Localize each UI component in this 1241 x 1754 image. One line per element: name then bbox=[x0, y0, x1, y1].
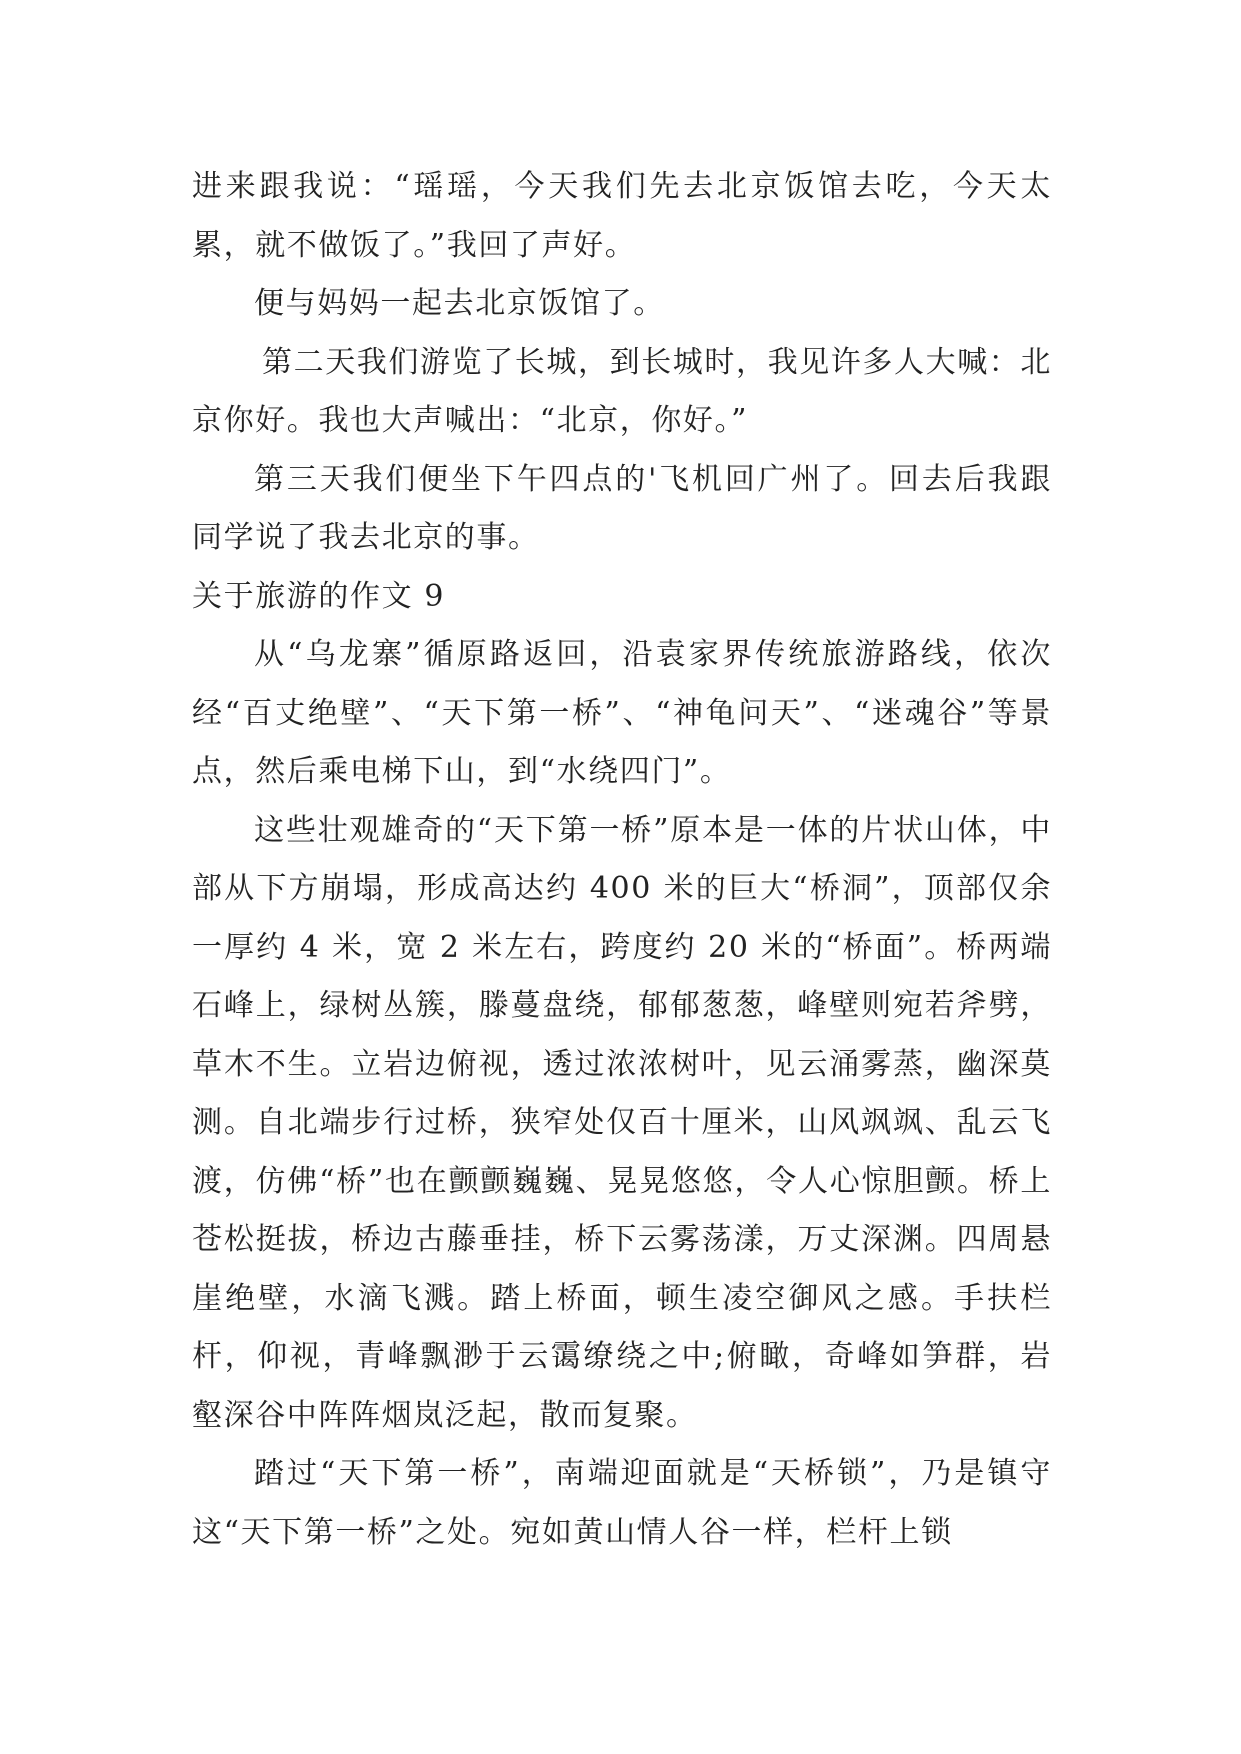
paragraph-go-to-restaurant: 便与妈妈一起去北京饭馆了。 bbox=[254, 286, 665, 321]
paragraph-bridge-lock: 踏过“天下第一桥”，南端迎面就是“天桥锁”，乃是镇守这“天下第一桥”之处。宛如黄山情人谷一样，栏杆上锁 bbox=[192, 1456, 1052, 1550]
paragraph-great-wall: 第二天我们游览了长城，到长城时，我见许多人大喊：北京你好。我也大声喊出：“北京，你好。” bbox=[192, 344, 1052, 438]
paragraph-route: 从“乌龙寨”循原路返回，沿袁家界传统旅游路线，依次经“百丈绝壁”、“天下第一桥”、“神龟问天”、“迷魂谷”等景点，然后乘电梯下山，到“水绕四门”。 bbox=[192, 637, 1052, 789]
paragraph-return-guangzhou: 第三天我们便坐下午四点的'飞机回广州了。回去后我跟同学说了我去北京的事。 bbox=[192, 461, 1052, 555]
section-title: 关于旅游的作文 9 bbox=[192, 578, 446, 614]
document-body bbox=[192, 158, 1052, 1562]
paragraph-first-bridge: 这些壮观雄奇的“天下第一桥”原本是一体的片状山体，中部从下方崩塌，形成高达约 400 米的巨大“桥洞”，顶部仅余一厚约 4 米，宽 2 米左右，跨度约 20 米的“桥面”。桥两端石峰上，绿树丛簇，滕蔓盘绕，郁郁葱葱，峰壁则宛若斧劈，草木不生。立岩边俯视，透过浓浓树叶，见云涌雾蒸，幽深莫测。自北端步行过桥，狭窄处仅百十厘米，山风飒飒、乱云飞渡，仿佛“桥”也在颤颤巍巍、晃晃悠悠，令人心惊胆颤。桥上苍松挺拔，桥边古藤垂挂，桥下云雾荡漾，万丈深渊。四周悬崖绝壁，水滴飞溅。踏上桥面，顿生凌空御风之感。手扶栏杆，仰视，青峰飘渺于云霭缭绕之中;俯瞰，奇峰如笋群，岩壑深谷中阵阵烟岚泛起，散而复聚。 bbox=[192, 812, 1052, 1433]
paragraph-continued: 进来跟我说：“瑶瑶，今天我们先去北京饭馆去吃，今天太累，就不做饭了。”我回了声好。 bbox=[192, 169, 1052, 263]
